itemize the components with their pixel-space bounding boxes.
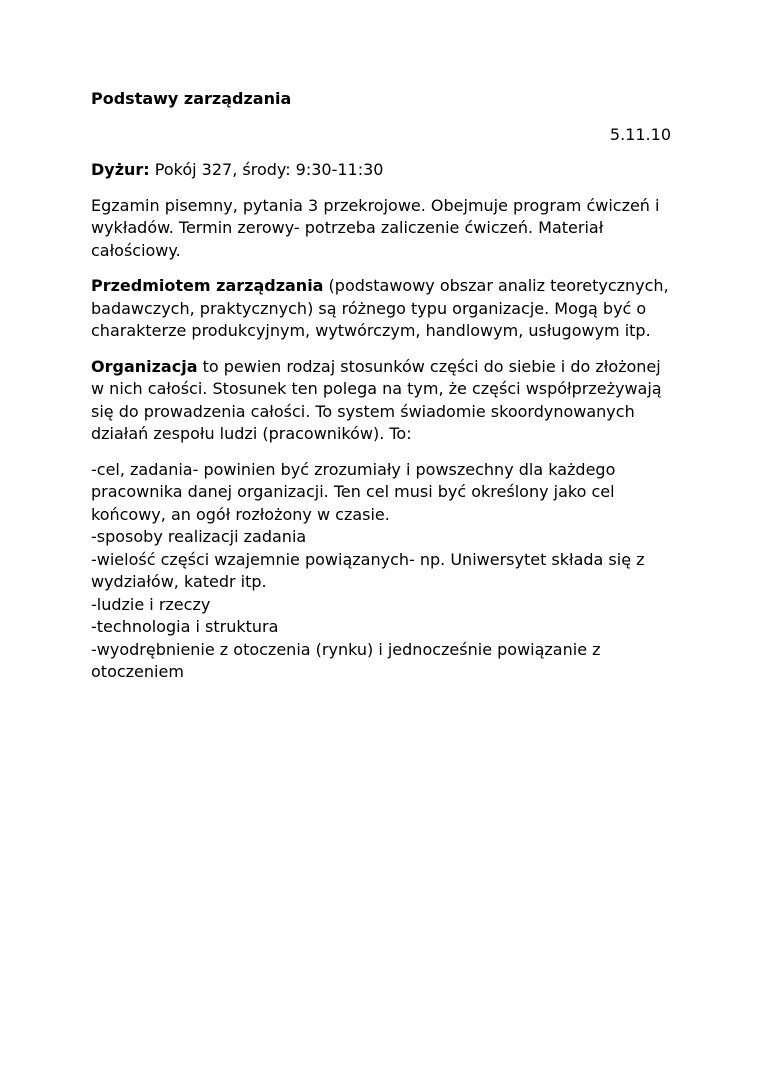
organization-features-list <box>91 459 671 684</box>
subject-term: Przedmiotem zarządzania <box>91 276 324 295</box>
list-item: -sposoby realizacji zadania <box>91 527 307 546</box>
list-item: -ludzie i rzeczy <box>91 594 211 614</box>
subject-text: (podstawowy obszar analiz teoretycznych, badawczych, praktycznych) są różnego typu organizacje. Mogą być o charakterze produkcyjnym, wytwórczym, handlowym, usługowym itp. <box>91 276 669 340</box>
document-page <box>91 88 671 684</box>
organization-text: to pewien rodzaj stosunków części do siebie i do złożonej w nich całości. Stosunek ten polega na tym, że części współprzeżywają się do prowadzenia całości. To system świadomie skoordynowanych działań zespołu ludzi (pracowników). To: <box>91 356 662 443</box>
office-hours-label: Dyżur: <box>91 160 150 179</box>
list-item: -cel, zadania- powinien być zrozumiały i powszechny dla każdego pracownika danej organizacji. Ten cel musi być określony jako cel końcowy, an ogół rozłożony w czasie. <box>91 459 616 524</box>
document-date: 5.11.10 <box>609 124 671 144</box>
document-title: Podstawy zarządzania <box>91 89 292 108</box>
office-hours-text: Pokój 327, środy: 9:30-11:30 <box>149 160 384 179</box>
organization-term: Organizacja <box>91 356 198 376</box>
exam-paragraph: Egzamin pisemny, pytania 3 przekrojowe. Obejmuje program ćwiczeń i wykładów. Termin zerowy- potrzeba zaliczenie ćwiczeń. Materiał całościowy. <box>91 195 660 260</box>
organization-paragraph <box>91 356 671 446</box>
list-item: -wielość części wzajemnie powiązanych- np. Uniwersytet składa się z wydziałów, katedr itp. <box>91 549 645 591</box>
subject-paragraph <box>91 275 671 343</box>
list-item: -technologia i struktura <box>91 617 279 636</box>
office-hours-paragraph <box>91 159 671 182</box>
list-item: -wyodrębnienie z otoczenia (rynku) i jednocześnie powiązanie z otoczeniem <box>91 639 601 681</box>
